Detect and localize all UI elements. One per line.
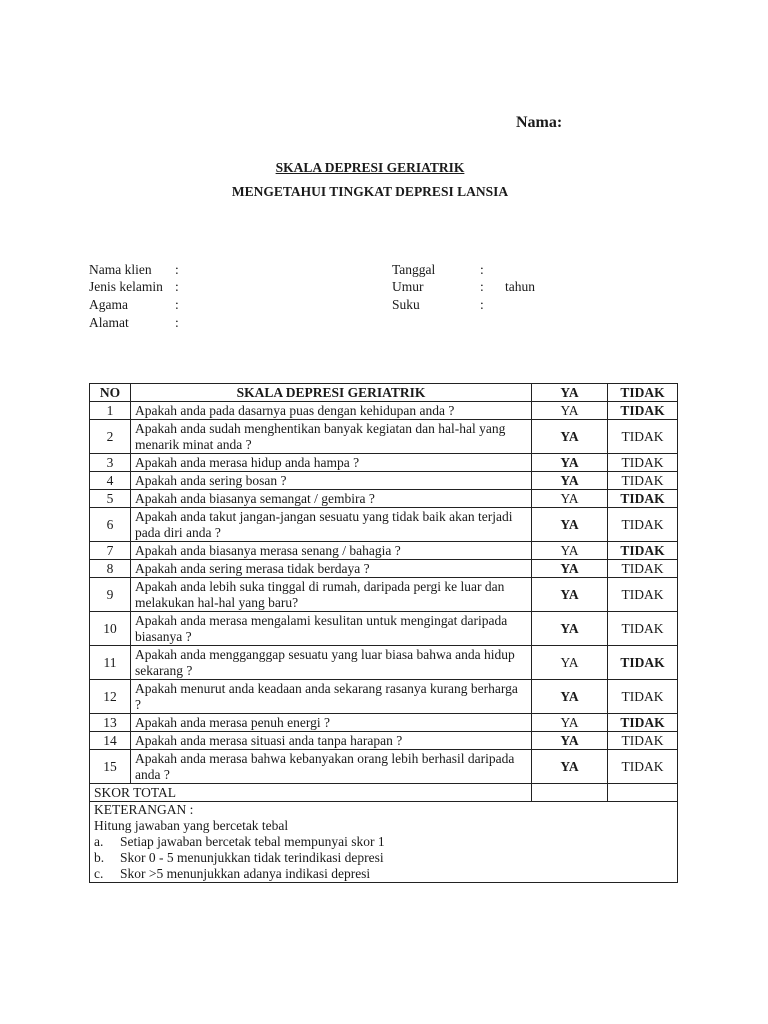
table-row — [90, 472, 678, 490]
keterangan-item-text: Skor >5 menunjukkan adanya indikasi depresi — [120, 866, 371, 881]
table-row — [90, 646, 678, 680]
answer-ya: YA — [532, 560, 608, 578]
row-number: 5 — [90, 490, 131, 508]
answer-tidak: TIDAK — [608, 454, 678, 472]
answer-tidak: TIDAK — [608, 420, 678, 454]
header-ya: YA — [532, 384, 608, 402]
question-text: Apakah anda merasa hidup anda hampa ? — [131, 454, 532, 472]
row-number: 13 — [90, 714, 131, 732]
table-row — [90, 454, 678, 472]
answer-ya: YA — [532, 646, 608, 680]
row-number: 12 — [90, 680, 131, 714]
skor-total-label: SKOR TOTAL — [90, 784, 532, 802]
suku-label: Suku — [392, 297, 420, 312]
umur-unit: tahun — [505, 279, 535, 294]
answer-tidak: TIDAK — [608, 578, 678, 612]
question-text: Apakah anda sudah menghentikan banyak kegiatan dan hal-hal yang menarik minat anda ? — [131, 420, 532, 454]
question-text: Apakah anda sering merasa tidak berdaya ? — [131, 560, 532, 578]
tanggal-label: Tanggal — [392, 262, 436, 277]
colon: : — [175, 315, 179, 330]
question-text: Apakah anda biasanya merasa senang / bahagia ? — [131, 542, 532, 560]
gds-table — [89, 383, 678, 883]
question-text: Apakah anda sering bosan ? — [131, 472, 532, 490]
answer-ya: YA — [532, 732, 608, 750]
question-text: Apakah anda merasa bahwa kebanyakan orang lebih berhasil daripada anda ? — [131, 750, 532, 784]
page-title: SKALA DEPRESI GERIATRIK — [275, 160, 465, 175]
keterangan-title: KETERANGAN : — [94, 802, 194, 817]
row-number: 6 — [90, 508, 131, 542]
question-text: Apakah anda takut jangan-jangan sesuatu yang tidak baik akan terjadi pada diri anda ? — [131, 508, 532, 542]
table-row — [90, 732, 678, 750]
colon: : — [175, 279, 179, 294]
answer-tidak: TIDAK — [608, 402, 678, 420]
table-row — [90, 612, 678, 646]
row-number: 2 — [90, 420, 131, 454]
answer-ya: YA — [532, 542, 608, 560]
row-number: 14 — [90, 732, 131, 750]
table-row — [90, 420, 678, 454]
answer-tidak: TIDAK — [608, 490, 678, 508]
row-number: 3 — [90, 454, 131, 472]
answer-tidak: TIDAK — [608, 472, 678, 490]
question-text: Apakah anda pada dasarnya puas dengan kehidupan anda ? — [131, 402, 532, 420]
keterangan-item — [94, 834, 673, 850]
answer-ya: YA — [532, 420, 608, 454]
answer-tidak: TIDAK — [608, 612, 678, 646]
row-number: 11 — [90, 646, 131, 680]
question-text: Apakah anda lebih suka tinggal di rumah, daripada pergi ke luar dan melakukan hal-hal yang baru? — [131, 578, 532, 612]
answer-ya: YA — [532, 714, 608, 732]
answer-tidak: TIDAK — [608, 732, 678, 750]
question-text: Apakah anda merasa situasi anda tanpa harapan ? — [131, 732, 532, 750]
answer-tidak: TIDAK — [608, 714, 678, 732]
table-row — [90, 578, 678, 612]
colon: : — [480, 297, 484, 312]
row-number: 9 — [90, 578, 131, 612]
row-number: 15 — [90, 750, 131, 784]
skor-total-row — [90, 784, 678, 802]
keterangan-item-label: b. — [94, 850, 105, 865]
alamat-label: Alamat — [89, 315, 129, 330]
question-text: Apakah anda merasa mengalami kesulitan untuk mengingat daripada biasanya ? — [131, 612, 532, 646]
header-no: NO — [90, 384, 131, 402]
colon: : — [480, 262, 484, 277]
answer-ya: YA — [532, 472, 608, 490]
answer-ya: YA — [532, 454, 608, 472]
umur-label: Umur — [392, 279, 424, 294]
row-number: 10 — [90, 612, 131, 646]
answer-tidak: TIDAK — [608, 560, 678, 578]
keterangan-cell — [90, 802, 678, 883]
colon: : — [175, 297, 179, 312]
row-number: 7 — [90, 542, 131, 560]
keterangan-intro: Hitung jawaban yang bercetak tebal — [94, 818, 289, 833]
table-row — [90, 508, 678, 542]
agama-label: Agama — [89, 297, 128, 312]
question-text: Apakah anda mengganggap sesuatu yang luar biasa bahwa anda hidup sekarang ? — [131, 646, 532, 680]
answer-ya: YA — [532, 508, 608, 542]
row-number: 1 — [90, 402, 131, 420]
nama-klien-label: Nama klien — [89, 262, 152, 277]
table-row — [90, 402, 678, 420]
row-number: 8 — [90, 560, 131, 578]
keterangan-item-label: a. — [94, 834, 104, 849]
table-row — [90, 560, 678, 578]
keterangan-item-text: Setiap jawaban bercetak tebal mempunyai skor 1 — [120, 834, 385, 849]
table-row — [90, 750, 678, 784]
answer-tidak: TIDAK — [608, 646, 678, 680]
table-row — [90, 490, 678, 508]
table-row — [90, 542, 678, 560]
question-text: Apakah anda merasa penuh energi ? — [131, 714, 532, 732]
answer-ya: YA — [532, 578, 608, 612]
answer-tidak: TIDAK — [608, 508, 678, 542]
answer-tidak: TIDAK — [608, 680, 678, 714]
jenis-kelamin-label: Jenis kelamin — [89, 279, 163, 294]
question-text: Apakah anda biasanya semangat / gembira ? — [131, 490, 532, 508]
answer-tidak: TIDAK — [608, 750, 678, 784]
answer-ya: YA — [532, 402, 608, 420]
page-subtitle: MENGETAHUI TINGKAT DEPRESI LANSIA — [231, 184, 509, 199]
keterangan-item — [94, 850, 673, 866]
answer-ya: YA — [532, 750, 608, 784]
row-number: 4 — [90, 472, 131, 490]
header-question: SKALA DEPRESI GERIATRIK — [131, 384, 532, 402]
skor-total-ya-cell — [532, 784, 608, 802]
answer-ya: YA — [532, 490, 608, 508]
keterangan-item-text: Skor 0 - 5 menunjukkan tidak terindikasi depresi — [120, 850, 384, 865]
skor-total-tidak-cell — [608, 784, 678, 802]
keterangan-item-label: c. — [94, 866, 104, 881]
nama-label: Nama: — [516, 114, 563, 131]
question-text: Apakah menurut anda keadaan anda sekarang rasanya kurang berharga ? — [131, 680, 532, 714]
colon: : — [175, 262, 179, 277]
answer-ya: YA — [532, 612, 608, 646]
colon: : — [480, 279, 484, 294]
header-tidak: TIDAK — [608, 384, 678, 402]
keterangan-item — [94, 866, 673, 882]
keterangan-row — [90, 802, 678, 883]
answer-tidak: TIDAK — [608, 542, 678, 560]
table-row — [90, 714, 678, 732]
table-row — [90, 680, 678, 714]
answer-ya: YA — [532, 680, 608, 714]
